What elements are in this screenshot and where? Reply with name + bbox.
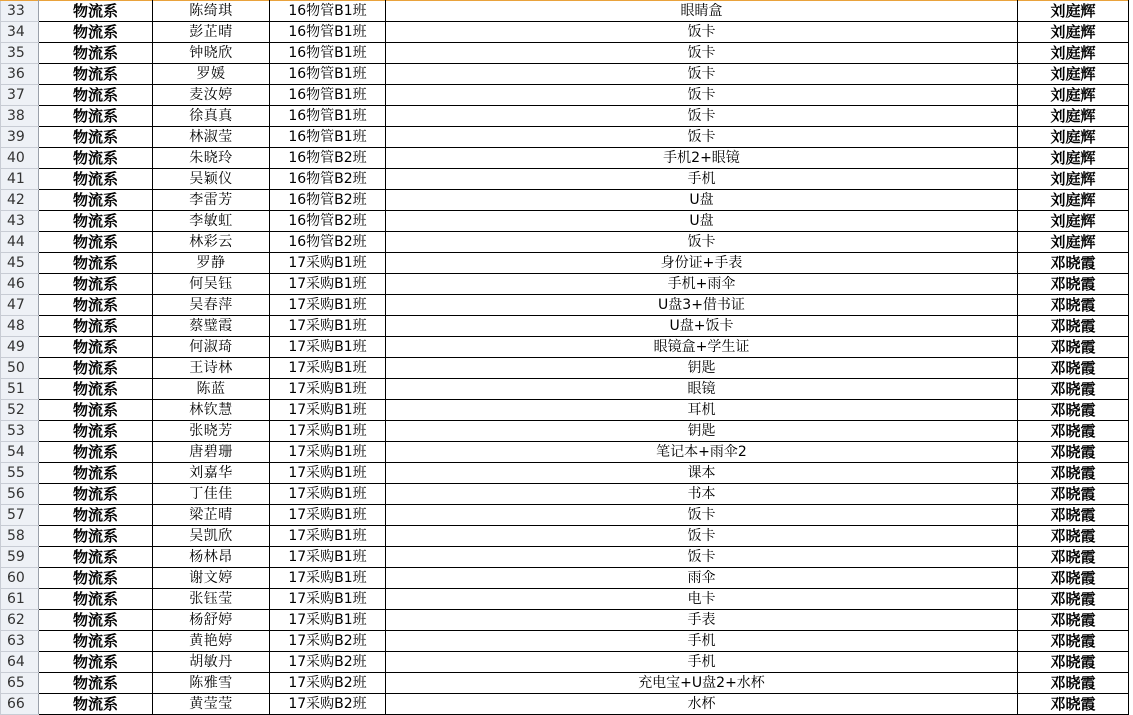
table-row [1,22,1129,43]
table-row [1,505,1129,526]
cell-student-name[interactable]: 何淑琦 [153,337,270,358]
cell-department[interactable]: 物流系 [39,22,153,43]
cell-department[interactable]: 物流系 [39,106,153,127]
cell-class[interactable]: 17采购B1班 [270,337,386,358]
table-row [1,589,1129,610]
table-row [1,274,1129,295]
cell-class[interactable]: 17采购B1班 [270,463,386,484]
table-row [1,610,1129,631]
cell-lost-item[interactable]: 钥匙 [386,358,1018,379]
cell-class[interactable]: 17采购B1班 [270,589,386,610]
cell-class[interactable]: 16物管B1班 [270,106,386,127]
table-row [1,190,1129,211]
row-header[interactable]: 37 [1,85,39,106]
cell-class[interactable]: 17采购B1班 [270,505,386,526]
cell-teacher[interactable]: 刘庭辉 [1018,106,1129,127]
cell-department[interactable]: 物流系 [39,337,153,358]
cell-class[interactable]: 17采购B2班 [270,631,386,652]
cell-student-name[interactable]: 丁佳佳 [153,484,270,505]
cell-teacher[interactable]: 邓晓霞 [1018,589,1129,610]
cell-lost-item[interactable]: 身份证+手表 [386,253,1018,274]
table-row [1,148,1129,169]
cell-lost-item[interactable]: 手表 [386,610,1018,631]
cell-class[interactable]: 17采购B1班 [270,526,386,547]
cell-department[interactable]: 物流系 [39,673,153,694]
row-header[interactable]: 47 [1,295,39,316]
cell-lost-item[interactable]: 手机 [386,631,1018,652]
row-header[interactable]: 38 [1,106,39,127]
cell-class[interactable]: 17采购B1班 [270,610,386,631]
cell-class[interactable]: 16物管B1班 [270,43,386,64]
cell-teacher[interactable]: 邓晓霞 [1018,253,1129,274]
row-header[interactable]: 55 [1,463,39,484]
cell-student-name[interactable]: 陈蓝 [153,379,270,400]
cell-lost-item[interactable]: 饭卡 [386,547,1018,568]
cell-department[interactable]: 物流系 [39,253,153,274]
cell-department[interactable]: 物流系 [39,526,153,547]
table-row [1,211,1129,232]
cell-student-name[interactable]: 彭芷晴 [153,22,270,43]
row-header[interactable]: 49 [1,337,39,358]
row-header[interactable]: 48 [1,316,39,337]
cell-class[interactable]: 17采购B1班 [270,379,386,400]
row-header[interactable]: 64 [1,652,39,673]
cell-department[interactable]: 物流系 [39,631,153,652]
cell-class[interactable]: 16物管B1班 [270,85,386,106]
table-row [1,295,1129,316]
cell-teacher[interactable]: 邓晓霞 [1018,610,1129,631]
cell-lost-item[interactable]: 手机 [386,652,1018,673]
cell-department[interactable]: 物流系 [39,358,153,379]
cell-student-name[interactable]: 吴颖仪 [153,169,270,190]
cell-teacher[interactable]: 邓晓霞 [1018,526,1129,547]
cell-lost-item[interactable]: 眼睛盒 [386,1,1018,22]
cell-lost-item[interactable]: 水杯 [386,694,1018,715]
cell-lost-item[interactable]: 饭卡 [386,43,1018,64]
cell-teacher[interactable]: 邓晓霞 [1018,505,1129,526]
cell-lost-item[interactable]: 饭卡 [386,505,1018,526]
cell-department[interactable]: 物流系 [39,274,153,295]
row-header[interactable]: 46 [1,274,39,295]
row-header[interactable]: 40 [1,148,39,169]
cell-student-name[interactable]: 陈绮琪 [153,1,270,22]
cell-student-name[interactable]: 吴春萍 [153,295,270,316]
cell-student-name[interactable]: 朱晓玲 [153,148,270,169]
row-header[interactable]: 51 [1,379,39,400]
cell-department[interactable]: 物流系 [39,589,153,610]
cell-lost-item[interactable]: 雨伞 [386,568,1018,589]
cell-lost-item[interactable]: 饭卡 [386,232,1018,253]
table-row [1,1,1129,22]
cell-student-name[interactable]: 胡敏丹 [153,652,270,673]
cell-department[interactable]: 物流系 [39,652,153,673]
table-row [1,379,1129,400]
table-row [1,85,1129,106]
cell-teacher[interactable]: 刘庭辉 [1018,43,1129,64]
cell-class[interactable]: 17采购B1班 [270,484,386,505]
cell-lost-item[interactable]: 饭卡 [386,526,1018,547]
cell-department[interactable]: 物流系 [39,43,153,64]
cell-student-name[interactable]: 林淑莹 [153,127,270,148]
cell-department[interactable]: 物流系 [39,610,153,631]
table-row [1,568,1129,589]
cell-lost-item[interactable]: 笔记本+雨伞2 [386,442,1018,463]
table-row [1,484,1129,505]
cell-lost-item[interactable]: U盘3+借书证 [386,295,1018,316]
cell-student-name[interactable]: 王诗林 [153,358,270,379]
cell-class[interactable]: 16物管B1班 [270,127,386,148]
cell-class[interactable]: 17采购B1班 [270,568,386,589]
cell-lost-item[interactable]: 饭卡 [386,127,1018,148]
row-header[interactable]: 61 [1,589,39,610]
cell-student-name[interactable]: 唐碧珊 [153,442,270,463]
cell-class[interactable]: 17采购B1班 [270,442,386,463]
cell-department[interactable]: 物流系 [39,85,153,106]
cell-lost-item[interactable]: 饭卡 [386,64,1018,85]
row-header[interactable]: 58 [1,526,39,547]
row-header[interactable]: 53 [1,421,39,442]
cell-teacher[interactable]: 邓晓霞 [1018,568,1129,589]
row-header[interactable]: 35 [1,43,39,64]
cell-student-name[interactable]: 林彩云 [153,232,270,253]
cell-lost-item[interactable]: 书本 [386,484,1018,505]
row-header[interactable]: 50 [1,358,39,379]
row-header[interactable]: 66 [1,694,39,715]
cell-teacher[interactable]: 邓晓霞 [1018,400,1129,421]
cell-department[interactable]: 物流系 [39,148,153,169]
cell-lost-item[interactable]: 眼镜盒+学生证 [386,337,1018,358]
cell-lost-item[interactable]: 饭卡 [386,22,1018,43]
cell-lost-item[interactable]: 手机+雨伞 [386,274,1018,295]
cell-student-name[interactable]: 杨林昂 [153,547,270,568]
cell-student-name[interactable]: 张钰莹 [153,589,270,610]
cell-student-name[interactable]: 杨舒婷 [153,610,270,631]
cell-class[interactable]: 17采购B2班 [270,694,386,715]
cell-student-name[interactable]: 麦汝婷 [153,85,270,106]
cell-lost-item[interactable]: 钥匙 [386,421,1018,442]
row-header[interactable]: 34 [1,22,39,43]
row-header[interactable]: 52 [1,400,39,421]
cell-student-name[interactable]: 徐真真 [153,106,270,127]
cell-department[interactable]: 物流系 [39,190,153,211]
cell-department[interactable]: 物流系 [39,169,153,190]
row-header[interactable]: 33 [1,1,39,22]
row-header[interactable]: 59 [1,547,39,568]
table-row [1,673,1129,694]
cell-teacher[interactable]: 邓晓霞 [1018,547,1129,568]
table-row [1,358,1129,379]
cell-class[interactable]: 16物管B1班 [270,64,386,85]
cell-teacher[interactable]: 刘庭辉 [1018,1,1129,22]
cell-class[interactable]: 17采购B2班 [270,673,386,694]
cell-student-name[interactable]: 陈雅雪 [153,673,270,694]
cell-lost-item[interactable]: U盘 [386,211,1018,232]
row-header[interactable]: 57 [1,505,39,526]
table-row [1,106,1129,127]
cell-class[interactable]: 17采购B1班 [270,400,386,421]
cell-lost-item[interactable]: 电卡 [386,589,1018,610]
cell-teacher[interactable]: 邓晓霞 [1018,631,1129,652]
table-row [1,421,1129,442]
table-row [1,442,1129,463]
cell-student-name[interactable]: 吴凯欣 [153,526,270,547]
table-row [1,547,1129,568]
cell-teacher[interactable]: 刘庭辉 [1018,211,1129,232]
table-row [1,43,1129,64]
cell-lost-item[interactable]: 充电宝+U盘2+水杯 [386,673,1018,694]
cell-teacher[interactable]: 邓晓霞 [1018,379,1129,400]
table-row [1,463,1129,484]
cell-student-name[interactable]: 罗静 [153,253,270,274]
cell-lost-item[interactable]: 课本 [386,463,1018,484]
cell-department[interactable]: 物流系 [39,316,153,337]
cell-teacher[interactable]: 刘庭辉 [1018,127,1129,148]
cell-department[interactable]: 物流系 [39,211,153,232]
table-row [1,127,1129,148]
cell-teacher[interactable]: 刘庭辉 [1018,64,1129,85]
cell-teacher[interactable]: 邓晓霞 [1018,295,1129,316]
cell-class[interactable]: 16物管B2班 [270,190,386,211]
cell-teacher[interactable]: 邓晓霞 [1018,463,1129,484]
cell-class[interactable]: 16物管B1班 [270,22,386,43]
cell-class[interactable]: 17采购B2班 [270,652,386,673]
cell-lost-item[interactable]: 眼镜 [386,379,1018,400]
cell-department[interactable]: 物流系 [39,64,153,85]
cell-department[interactable]: 物流系 [39,379,153,400]
cell-teacher[interactable]: 邓晓霞 [1018,442,1129,463]
row-header[interactable]: 36 [1,64,39,85]
cell-student-name[interactable]: 刘嘉华 [153,463,270,484]
cell-student-name[interactable]: 梁芷晴 [153,505,270,526]
row-header[interactable]: 54 [1,442,39,463]
cell-teacher[interactable]: 刘庭辉 [1018,22,1129,43]
table-row [1,694,1129,715]
cell-teacher[interactable]: 邓晓霞 [1018,358,1129,379]
cell-lost-item[interactable]: 手机2+眼镜 [386,148,1018,169]
cell-class[interactable]: 16物管B2班 [270,232,386,253]
cell-student-name[interactable]: 蔡璧霞 [153,316,270,337]
cell-department[interactable]: 物流系 [39,400,153,421]
cell-lost-item[interactable]: 饭卡 [386,85,1018,106]
cell-teacher[interactable]: 邓晓霞 [1018,694,1129,715]
cell-student-name[interactable]: 林钦慧 [153,400,270,421]
cell-department[interactable]: 物流系 [39,127,153,148]
cell-teacher[interactable]: 刘庭辉 [1018,232,1129,253]
cell-student-name[interactable]: 黄艳婷 [153,631,270,652]
cell-department[interactable]: 物流系 [39,547,153,568]
row-header[interactable]: 60 [1,568,39,589]
row-header[interactable]: 39 [1,127,39,148]
cell-teacher[interactable]: 刘庭辉 [1018,85,1129,106]
cell-class[interactable]: 16物管B1班 [270,1,386,22]
table-row [1,169,1129,190]
cell-student-name[interactable]: 李雷芳 [153,190,270,211]
cell-teacher[interactable]: 邓晓霞 [1018,652,1129,673]
row-header[interactable]: 56 [1,484,39,505]
cell-teacher[interactable]: 邓晓霞 [1018,274,1129,295]
row-header[interactable]: 63 [1,631,39,652]
table-row [1,64,1129,85]
row-header[interactable]: 45 [1,253,39,274]
cell-department[interactable]: 物流系 [39,421,153,442]
cell-teacher[interactable]: 邓晓霞 [1018,484,1129,505]
row-header[interactable]: 43 [1,211,39,232]
cell-teacher[interactable]: 邓晓霞 [1018,673,1129,694]
cell-department[interactable]: 物流系 [39,568,153,589]
cell-teacher[interactable]: 邓晓霞 [1018,337,1129,358]
row-header[interactable]: 41 [1,169,39,190]
cell-student-name[interactable]: 谢文婷 [153,568,270,589]
cell-lost-item[interactable]: 耳机 [386,400,1018,421]
cell-department[interactable]: 物流系 [39,694,153,715]
cell-teacher[interactable]: 刘庭辉 [1018,169,1129,190]
cell-teacher[interactable]: 邓晓霞 [1018,316,1129,337]
cell-lost-item[interactable]: U盘+饭卡 [386,316,1018,337]
cell-class[interactable]: 17采购B1班 [270,421,386,442]
table-row [1,316,1129,337]
cell-lost-item[interactable]: U盘 [386,190,1018,211]
cell-department[interactable]: 物流系 [39,442,153,463]
cell-class[interactable]: 16物管B2班 [270,211,386,232]
table-row [1,253,1129,274]
row-header[interactable]: 42 [1,190,39,211]
cell-student-name[interactable]: 罗媛 [153,64,270,85]
cell-department[interactable]: 物流系 [39,295,153,316]
cell-teacher[interactable]: 刘庭辉 [1018,190,1129,211]
cell-department[interactable]: 物流系 [39,505,153,526]
cell-lost-item[interactable]: 手机 [386,169,1018,190]
cell-student-name[interactable]: 张晓芳 [153,421,270,442]
cell-student-name[interactable]: 黄莹莹 [153,694,270,715]
cell-class[interactable]: 16物管B2班 [270,148,386,169]
cell-department[interactable]: 物流系 [39,232,153,253]
cell-class[interactable]: 17采购B1班 [270,295,386,316]
cell-department[interactable]: 物流系 [39,1,153,22]
table-row [1,400,1129,421]
cell-student-name[interactable]: 何吴钰 [153,274,270,295]
row-header[interactable]: 65 [1,673,39,694]
cell-department[interactable]: 物流系 [39,463,153,484]
table-row [1,652,1129,673]
grid-body [1,1,1129,715]
row-header[interactable]: 62 [1,610,39,631]
table-row [1,232,1129,253]
cell-lost-item[interactable]: 饭卡 [386,106,1018,127]
table-row [1,337,1129,358]
cell-teacher[interactable]: 刘庭辉 [1018,148,1129,169]
cell-class[interactable]: 17采购B1班 [270,316,386,337]
cell-class[interactable]: 17采购B1班 [270,274,386,295]
table-row [1,631,1129,652]
row-header[interactable]: 44 [1,232,39,253]
cell-student-name[interactable]: 李敏虹 [153,211,270,232]
cell-department[interactable]: 物流系 [39,484,153,505]
cell-class[interactable]: 17采购B1班 [270,358,386,379]
cell-class[interactable]: 17采购B1班 [270,253,386,274]
table-row [1,526,1129,547]
cell-student-name[interactable]: 钟晓欣 [153,43,270,64]
cell-teacher[interactable]: 邓晓霞 [1018,421,1129,442]
cell-class[interactable]: 17采购B1班 [270,547,386,568]
cell-class[interactable]: 16物管B2班 [270,169,386,190]
